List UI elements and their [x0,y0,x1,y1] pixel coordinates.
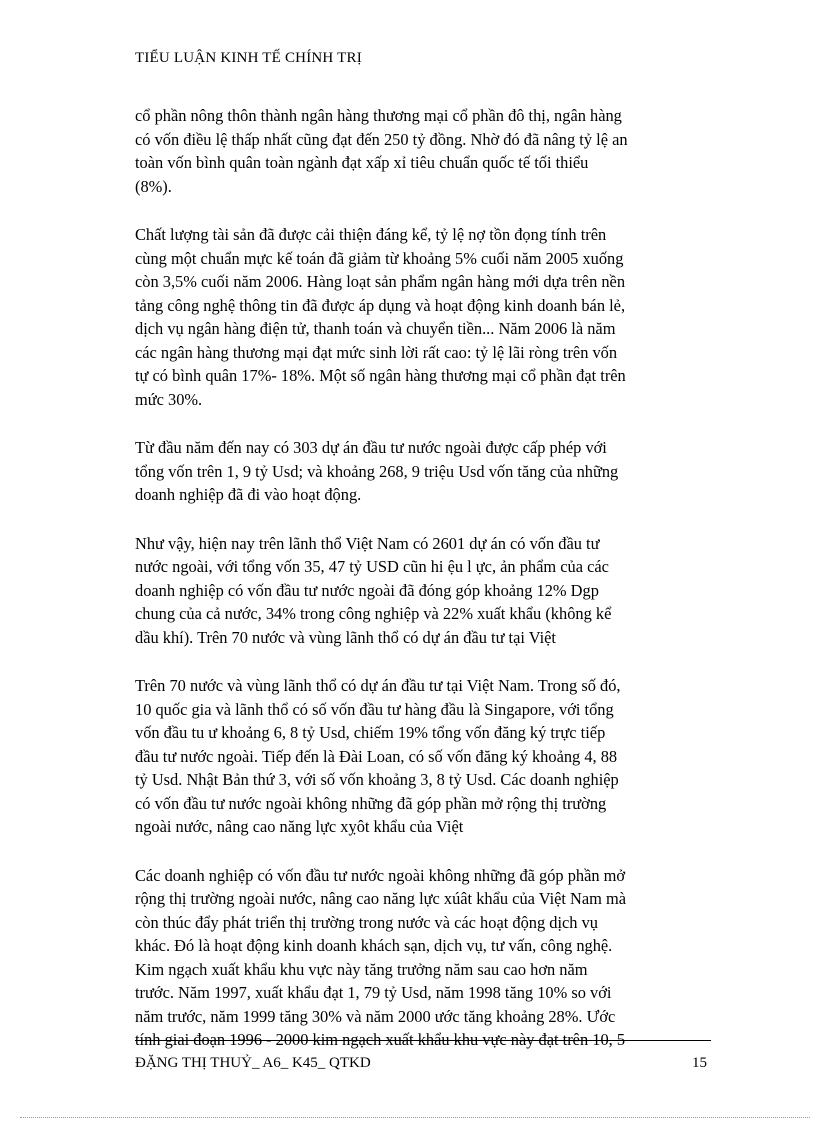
text-line: chung của cả nước, 34% trong công nghiệp và 22% xuất khẩu (không kể [135,604,612,623]
text-line: có vốn đầu tư nước ngoài không những đã góp phần mở rộng thị trường [135,793,607,813]
text-line: đầu tư nước ngoài. Tiếp đến là Đài Loan, có số vốn đăng ký khoảng 4, 88 [135,746,618,766]
text-line: 10 quốc gia và lãnh thổ có số vốn đầu tư hàng đầu là Singapore, với tổng [135,699,614,719]
text-line: doanh nghiệp đã đi vào hoạt động. [135,485,362,504]
text-line: toàn vốn bình quân toàn ngành đạt xấp xỉ tiêu chuẩn quốc tế tối thiểu [135,153,589,172]
text-line: tỷ Usd. Nhật Bản thứ 3, với số vốn khoảng 3, 8 tỷ Usd. Các doanh nghiệp [135,770,619,789]
text-line: Từ đầu năm đến nay có 303 dự án đầu tư nước ngoài được cấp phép với [135,438,607,457]
text-line: còn thúc đẩy phát triển thị trường trong nước và các hoạt động dịch vụ [135,912,598,932]
text-line: tảng công nghệ thông tin đã được áp dụng và hoạt động kinh doanh bán lẻ, [135,295,626,315]
text-line: Trên 70 nước và vùng lãnh thổ có dự án đầu tư tại Việt Nam. Trong số đó, [135,676,621,695]
text-line: nước ngoài, với tổng vốn 35, 47 tỷ USD cũn hi ệu l ực, ản phẩm của các [135,557,609,576]
text-line: Chất lượng tài sản đã được cải thiện đáng kể, tỷ lệ nợ tồn đọng tính trên [135,225,607,244]
text-line: trước. Năm 1997, xuất khẩu đạt 1, 79 tỷ Usd, năm 1998 tăng 10% so với [135,983,612,1002]
paragraph-4 [135,532,700,650]
page-bottom-edge [20,1117,810,1118]
text-line: khác. Đó là hoạt động kinh doanh khách sạn, dịch vụ, tư vấn, công nghệ. [135,936,613,955]
paragraph-6 [135,864,700,1052]
footer-divider [135,1040,711,1041]
text-line: mức 30%. [135,389,203,409]
text-line: cổ phần nông thôn thành ngân hàng thương mại cổ phần đô thị, ngân hàng [135,106,622,125]
paragraph-5 [135,674,700,839]
text-line: còn 3,5% cuối năm 2006. Hàng loạt sản phẩm ngân hàng mới dựa trên nền [135,272,626,291]
text-line: rộng thị trường ngoài nước, nâng cao năng lực xúât khẩu của Việt Nam mà [135,889,627,908]
text-line: doanh nghiệp có vốn đầu tư nước ngoài đã đóng góp khoảng 12% Dgp [135,580,599,600]
text-line: (8%). [135,176,172,196]
document-body [135,104,700,1077]
footer-author: ĐẶNG THỊ THUỶ_ A6_ K45_ QTKD [135,1055,371,1071]
text-line: cùng một chuẩn mực kế toán đã giảm từ khoảng 5% cuối năm 2005 xuống [135,248,624,268]
paragraph-2 [135,223,700,411]
text-line: tính giai đoạn 1996 - 2000 kim ngạch xuất khẩu khu vực này đạt trên 10, 5 [135,1030,626,1049]
text-line: dầu khí). Trên 70 nước và vùng lãnh thổ có dự án đầu tư tại Việt [135,627,556,647]
text-line: dịch vụ ngân hàng điện tử, thanh toán và chuyển tiền... Năm 2006 là năm [135,319,616,338]
text-line: tổng vốn trên 1, 9 tỷ Usd; và khoảng 268, 9 triệu Usd vốn tăng của những [135,461,619,481]
text-line: Như vậy, hiện nay trên lãnh thổ Việt Nam có 2601 dự án có vốn đầu tư [135,533,600,553]
text-line: vốn đầu tu ư khoảng 6, 8 tỷ Usd, chiếm 19% tổng vốn đăng ký trực tiếp [135,723,606,742]
paragraph-3 [135,436,700,507]
text-line: tự có bình quân 17%- 18%. Một số ngân hàng thương mại cổ phần đạt trên [135,366,626,385]
page-header-title: TIỂU LUẬN KINH TẾ CHÍNH TRỊ [135,50,362,66]
text-line: có vốn điều lệ thấp nhất cũng đạt đến 250 tỷ đồng. Nhờ đó đã nâng tỷ lệ an [135,129,628,149]
text-line: các ngân hàng thương mại đạt mức sinh lời rất cao: tỷ lệ lãi ròng trên vốn [135,342,618,362]
text-line: Kim ngạch xuất khẩu khu vực này tăng trưởng năm sau cao hơn năm [135,959,588,979]
text-line: Các doanh nghiệp có vốn đầu tư nước ngoài không những đã góp phần mở [135,865,626,885]
text-line: năm trước, năm 1999 tăng 30% và năm 2000 ước tăng khoảng 28%. Ước [135,1006,616,1026]
text-line: ngoài nước, nâng cao năng lực xỵôt khẩu của Việt [135,817,464,836]
paragraph-1 [135,104,700,198]
page-number: 15 [692,1055,707,1071]
